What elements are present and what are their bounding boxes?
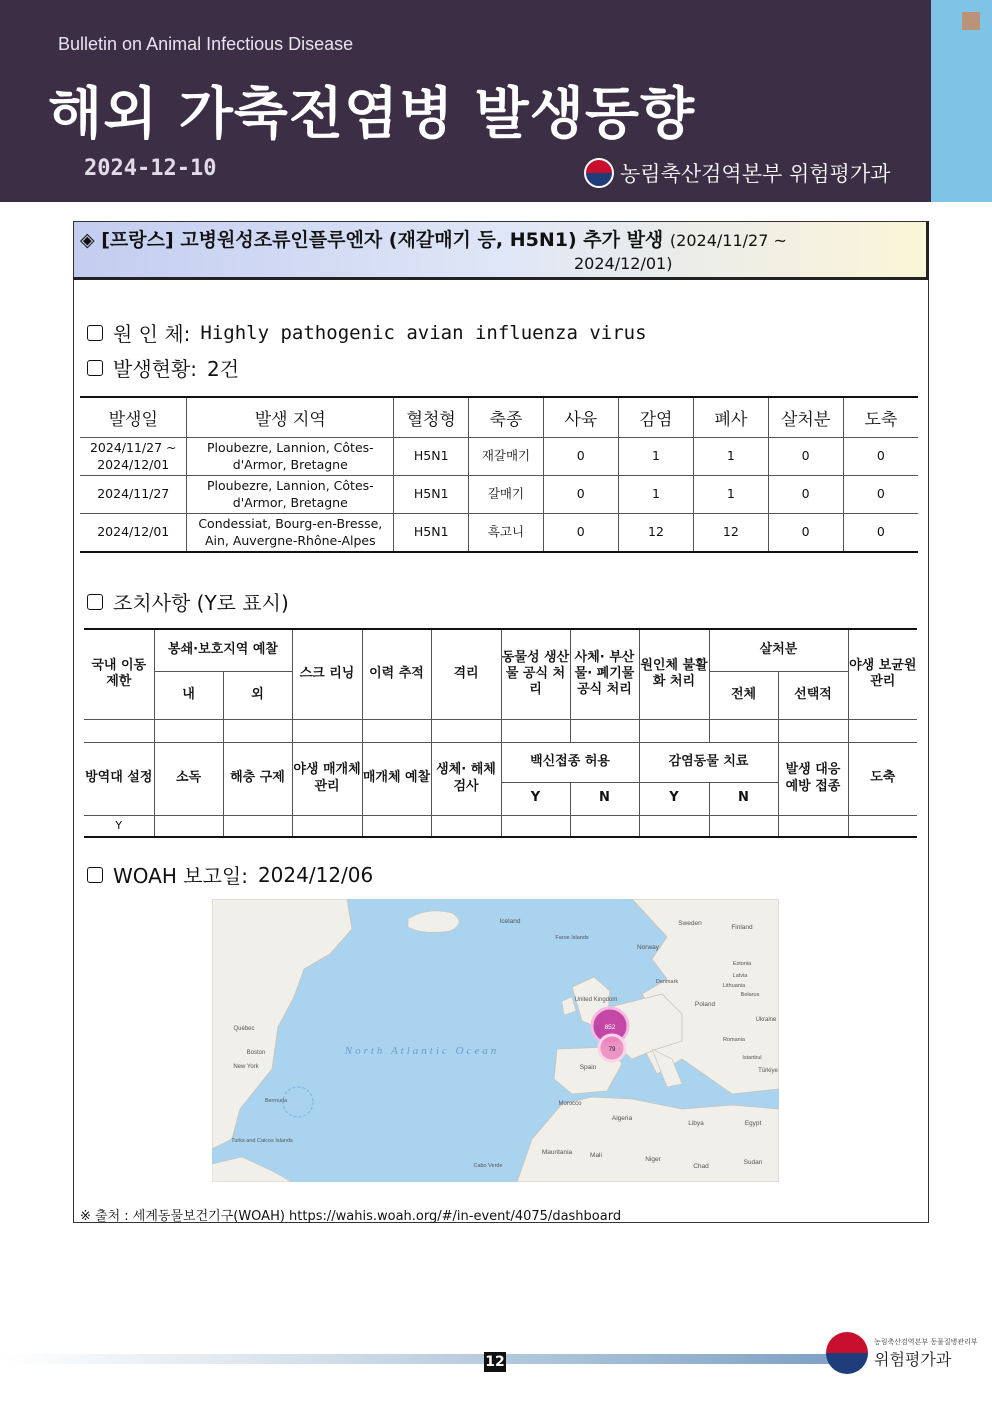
cell-culled: 0 bbox=[768, 476, 843, 514]
agent-line bbox=[87, 318, 647, 347]
map-label-latvia: Latvia bbox=[732, 973, 748, 979]
outbreak-header-row bbox=[80, 397, 918, 438]
hdr-vaccination-allowed: 백신접종 허용 bbox=[501, 742, 639, 782]
map-label-cabo-verde: Cabo Verde bbox=[473, 1163, 503, 1169]
cell-region: Ploubezre, Lannion, Côtes-d'Armor, Bretagne bbox=[187, 476, 394, 514]
header-corner-accent bbox=[931, 0, 992, 202]
cell-dead: 12 bbox=[694, 514, 768, 553]
outbreak-map bbox=[212, 899, 779, 1182]
hdr-quarantine: 격리 bbox=[431, 629, 501, 719]
cell-date: 2024/11/27 ~ 2024/12/01 bbox=[80, 438, 187, 476]
col-region: 발생 지역 bbox=[187, 397, 394, 438]
hdr-tracing: 이력 추적 bbox=[362, 629, 431, 719]
hdr-wild-vector-mgmt: 야생 매개체 관리 bbox=[292, 742, 362, 815]
cell-dead: 1 bbox=[694, 438, 768, 476]
hdr-pathogen-inactivation: 원인체 불활화 처리 bbox=[639, 629, 709, 719]
map-label-norway: Norway bbox=[636, 944, 660, 951]
col-culled: 살처분 bbox=[768, 397, 843, 438]
checkbox-square-icon bbox=[87, 360, 103, 376]
footer-org-big: 위험평가과 bbox=[874, 1349, 952, 1369]
map-label-turks-caicos: Turks and Caicos Islands bbox=[231, 1138, 293, 1144]
woah-label: WOAH 보고일: bbox=[113, 864, 248, 888]
cell-slaughtered: 0 bbox=[843, 476, 918, 514]
hdr-emergency-vaccination: 발생 대응 예방 접종 bbox=[778, 742, 848, 815]
period-start: (2024/11/27 ~ bbox=[669, 231, 787, 250]
cluster-large-count: 852 bbox=[604, 1024, 616, 1031]
cell-infected: 12 bbox=[618, 514, 693, 553]
map-label-ukraine: Ukraine bbox=[755, 1017, 777, 1023]
woah-line bbox=[87, 860, 373, 889]
map-label-algeria: Algeria bbox=[611, 1115, 633, 1122]
map-label-libya: Libya bbox=[688, 1120, 704, 1127]
hdr-vector-monitoring: 매개체 예찰 bbox=[362, 742, 431, 815]
col-infected: 감염 bbox=[618, 397, 693, 438]
page-number: 12 bbox=[485, 1354, 505, 1370]
map-label-romania: Romania bbox=[722, 1037, 746, 1043]
footer-bar bbox=[0, 1354, 850, 1364]
map-label-mali: Mali bbox=[590, 1152, 602, 1159]
col-slaughtered: 도축 bbox=[843, 397, 918, 438]
hdr-cull-all: 전체 bbox=[709, 671, 778, 719]
cell-infected: 1 bbox=[618, 476, 693, 514]
cell-species: 흑고니 bbox=[469, 514, 543, 553]
org-badge bbox=[584, 158, 890, 188]
measures-line bbox=[87, 587, 289, 616]
checkbox-square-icon bbox=[87, 325, 103, 341]
section-title: [프랑스] 고병원성조류인플루엔자 (재갈매기 등, H5N1) 추가 발생 bbox=[101, 229, 664, 251]
map-label-estonia: Estonia bbox=[732, 961, 752, 967]
hdr-postmortem-test: 생체· 해체 검사 bbox=[431, 742, 501, 815]
col-raised: 사육 bbox=[543, 397, 618, 438]
hdr-treatment: 감염동물 치료 bbox=[639, 742, 778, 782]
cell-slaughtered: 0 bbox=[843, 438, 918, 476]
checkbox-square-icon bbox=[87, 594, 103, 610]
bulletin-subtitle: Bulletin on Animal Infectious Disease bbox=[58, 34, 354, 54]
hdr-pest-control: 해충 구제 bbox=[223, 742, 292, 815]
map-label-niger: Niger bbox=[645, 1156, 661, 1163]
org-name: 농림축산검역본부 위험평가과 bbox=[620, 162, 891, 186]
status-line bbox=[87, 353, 239, 382]
cell-serotype: H5N1 bbox=[394, 476, 469, 514]
hdr-inside: 내 bbox=[154, 671, 223, 719]
hdr-screening: 스크 리닝 bbox=[292, 629, 362, 719]
map-label-istanbul: Istanbul bbox=[742, 1055, 762, 1061]
measures-header-row-1a bbox=[84, 629, 917, 671]
page-title: 해외 가축전염병 발생동향 bbox=[48, 82, 696, 147]
agent-label: 원 인 체: bbox=[113, 322, 191, 346]
col-serotype: 혈청형 bbox=[394, 397, 469, 438]
map-label-belarus: Belarus bbox=[740, 992, 760, 998]
cell-raised: 0 bbox=[543, 438, 618, 476]
hdr-slaughter: 도축 bbox=[848, 742, 917, 815]
map-label-denmark: Denmark bbox=[655, 979, 679, 985]
cluster-small-count: 79 bbox=[608, 1047, 616, 1053]
map-label-sweden: Sweden bbox=[678, 920, 702, 927]
map-label-chad: Chad bbox=[693, 1163, 709, 1170]
hdr-zoning: 방역대 설정 bbox=[84, 742, 154, 815]
government-emblem-icon bbox=[584, 158, 614, 188]
map-label-lithuania: Lithuania bbox=[722, 983, 746, 989]
period-end: 2024/12/01) bbox=[574, 254, 673, 273]
source-note: ※ 출처 : 세계동물보건기구(WOAH) https://wahis.woah.org/#/in-event/4075/dashboard bbox=[80, 1209, 622, 1224]
hdr-treat-y: Y bbox=[639, 782, 709, 815]
table-row bbox=[80, 476, 918, 514]
cell-dead: 1 bbox=[694, 476, 768, 514]
footer-logo bbox=[826, 1332, 978, 1374]
hdr-treat-n: N bbox=[709, 782, 778, 815]
section-banner bbox=[73, 221, 929, 280]
woah-date: 2024/12/06 bbox=[257, 862, 374, 887]
cell-date: 2024/12/01 bbox=[80, 514, 187, 553]
status-value: 2건 bbox=[207, 357, 240, 381]
footer-org-small: 농림축산검역본부 동물질병관리부 bbox=[874, 1337, 978, 1346]
status-label: 발생현황: bbox=[113, 357, 198, 381]
hdr-wildlife-reservoir: 야생 보균원 관리 bbox=[848, 629, 917, 719]
map-label-egypt: Egypt bbox=[744, 1120, 762, 1127]
col-dead: 폐사 bbox=[694, 397, 768, 438]
checkbox-square-icon bbox=[87, 867, 103, 883]
map-label-faroe: Faroe Islands bbox=[555, 935, 589, 941]
cell-serotype: H5N1 bbox=[394, 438, 469, 476]
hdr-disinfection: 소독 bbox=[154, 742, 223, 815]
hdr-carcass-disposal: 사체· 부산물· 폐기물 공식 처리 bbox=[570, 629, 639, 719]
outbreak-table bbox=[80, 396, 918, 553]
map-label-new-york: New York bbox=[233, 1064, 259, 1070]
col-species: 축종 bbox=[469, 397, 543, 438]
cell-region: Condessiat, Bourg-en-Bresse, Ain, Auvergne-Rhône-Alpes bbox=[187, 514, 394, 553]
government-emblem-icon bbox=[826, 1332, 868, 1374]
issue-date: 2024-12-10 bbox=[84, 156, 217, 181]
measures-label: 조치사항 (Y로 표시) bbox=[113, 591, 289, 615]
diamond-icon: ◈ bbox=[80, 229, 95, 251]
hdr-domestic-movement: 국내 이동 제한 bbox=[84, 629, 154, 719]
cell-slaughtered: 0 bbox=[843, 514, 918, 553]
hdr-zone-monitoring: 봉쇄·보호지역 예찰 bbox=[154, 629, 292, 671]
cell-species: 갈매기 bbox=[469, 476, 543, 514]
map-ocean-label: North Atlantic Ocean bbox=[344, 1045, 500, 1057]
map-label-spain: Spain bbox=[579, 1064, 597, 1071]
cell-species: 재갈매기 bbox=[469, 438, 543, 476]
cell-raised: 0 bbox=[543, 514, 618, 553]
map-label-iceland: Iceland bbox=[499, 918, 521, 925]
cell-infected: 1 bbox=[618, 438, 693, 476]
map-label-boston: Boston bbox=[246, 1050, 266, 1056]
map-svg bbox=[212, 899, 779, 1182]
cell-culled: 0 bbox=[768, 438, 843, 476]
corner-square bbox=[962, 12, 980, 30]
table-row bbox=[80, 438, 918, 476]
cell-raised: 0 bbox=[543, 476, 618, 514]
hdr-cull-selective: 선택적 bbox=[778, 671, 848, 719]
hdr-outside: 외 bbox=[223, 671, 292, 719]
measures-value-row-2 bbox=[84, 815, 917, 837]
map-label-sudan: Sudan bbox=[743, 1159, 763, 1166]
zoning-value: Y bbox=[84, 815, 154, 837]
cell-culled: 0 bbox=[768, 514, 843, 553]
table-row bbox=[80, 514, 918, 553]
map-label-bermuda: Bermuda bbox=[264, 1098, 288, 1104]
hdr-vacc-y: Y bbox=[501, 782, 570, 815]
map-label-poland: Poland bbox=[694, 1001, 716, 1008]
map-label-turkiye: Türkiye bbox=[758, 1068, 778, 1074]
map-label-mauritania: Mauritania bbox=[541, 1149, 573, 1156]
map-label-quebec: Québec bbox=[233, 1026, 255, 1032]
map-label-morocco: Morocco bbox=[558, 1101, 582, 1107]
cell-date: 2024/11/27 bbox=[80, 476, 187, 514]
hdr-culling: 살처분 bbox=[709, 629, 848, 671]
measures-header-row-2a bbox=[84, 742, 917, 782]
map-label-finland: Finland bbox=[731, 924, 753, 931]
agent-value: Highly pathogenic avian influenza virus bbox=[200, 321, 647, 344]
hdr-animal-products: 동물성 생산물 공식 처리 bbox=[501, 629, 570, 719]
measures-value-row-1 bbox=[84, 719, 917, 742]
col-date: 발생일 bbox=[80, 397, 187, 438]
cell-region: Ploubezre, Lannion, Côtes-d'Armor, Bretagne bbox=[187, 438, 394, 476]
map-label-uk: United Kingdom bbox=[574, 997, 618, 1003]
cell-serotype: H5N1 bbox=[394, 514, 469, 553]
measures-table bbox=[84, 628, 917, 838]
hdr-vacc-n: N bbox=[570, 782, 639, 815]
